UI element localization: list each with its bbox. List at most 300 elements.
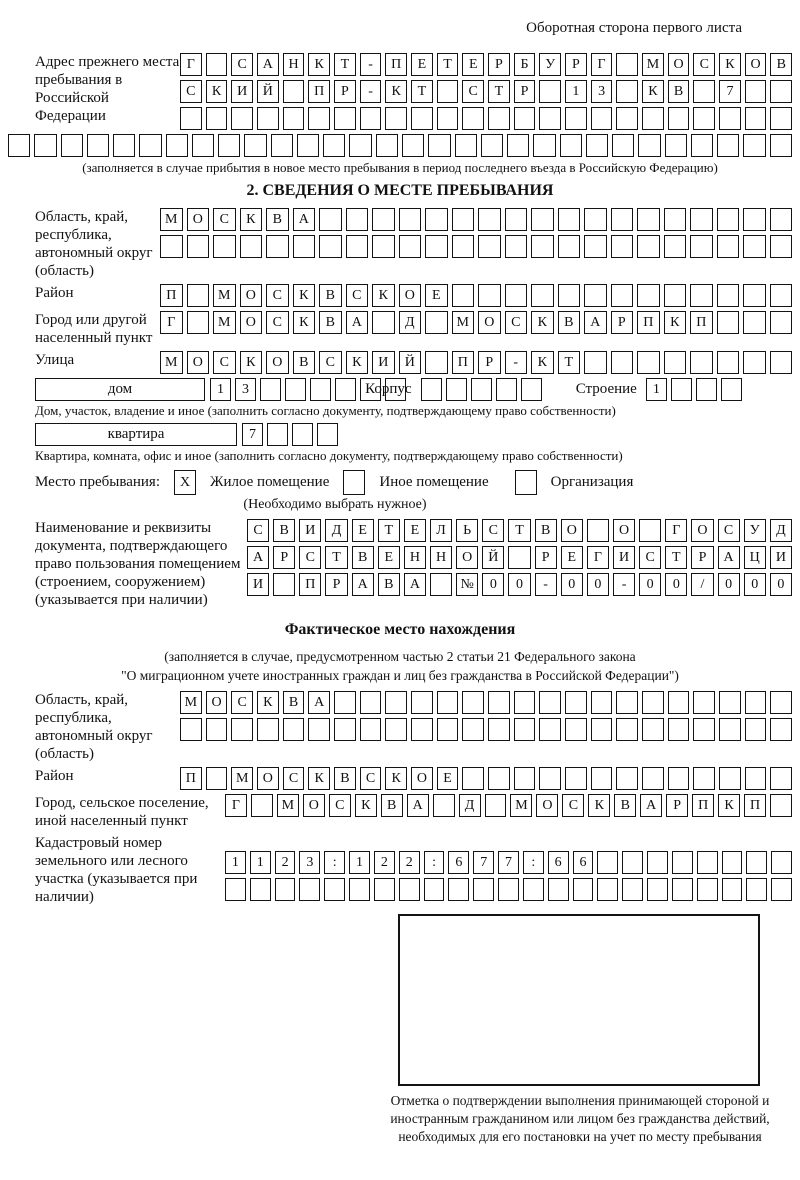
char-cell[interactable] [770,235,793,258]
char-cell[interactable] [696,378,717,401]
char-cell[interactable] [437,80,459,103]
char-cell[interactable] [743,134,765,157]
char-cell[interactable]: Г [225,794,247,817]
char-cell[interactable] [664,351,687,374]
char-cell[interactable] [586,134,608,157]
char-cell[interactable] [770,691,792,714]
char-cell[interactable] [771,851,792,874]
char-cell[interactable] [584,235,607,258]
char-cell[interactable] [647,878,668,901]
char-cell[interactable] [743,235,766,258]
char-cell[interactable] [565,107,587,130]
char-cell[interactable] [611,235,634,258]
char-cell[interactable] [334,718,356,741]
char-cell[interactable]: К [293,284,316,307]
char-cell[interactable] [697,878,718,901]
char-cell[interactable] [573,878,594,901]
char-cell[interactable] [323,134,345,157]
char-cell[interactable]: М [277,794,299,817]
char-cell[interactable] [637,351,660,374]
char-cell[interactable] [250,878,271,901]
char-cell[interactable]: О [613,519,635,542]
char-cell[interactable] [565,691,587,714]
char-cell[interactable]: К [664,311,687,334]
char-cell[interactable] [283,718,305,741]
char-cell[interactable] [690,284,713,307]
char-cell[interactable] [399,878,420,901]
char-cell[interactable] [271,134,293,157]
char-cell[interactable] [770,80,792,103]
char-cell[interactable]: К [719,53,741,76]
char-cell[interactable]: М [160,208,183,231]
char-cell[interactable]: О [266,351,289,374]
char-cell[interactable] [455,134,477,157]
char-cell[interactable] [746,878,767,901]
char-cell[interactable] [697,851,718,874]
char-cell[interactable] [584,208,607,231]
char-cell[interactable] [206,767,228,790]
char-cell[interactable] [770,311,793,334]
char-cell[interactable] [385,691,407,714]
char-cell[interactable]: В [283,691,305,714]
char-cell[interactable] [317,423,338,446]
char-cell[interactable] [591,691,613,714]
char-cell[interactable] [691,134,713,157]
char-cell[interactable] [257,718,279,741]
char-cell[interactable]: О [456,546,478,569]
char-cell[interactable]: Ц [744,546,766,569]
stay-option-other-checkbox[interactable] [343,470,365,495]
char-cell[interactable]: Р [535,546,557,569]
char-cell[interactable]: О [240,311,263,334]
char-cell[interactable] [668,718,690,741]
char-cell[interactable] [360,691,382,714]
char-cell[interactable] [180,718,202,741]
char-cell[interactable] [622,878,643,901]
char-cell[interactable]: А [247,546,269,569]
char-cell[interactable] [558,235,581,258]
char-cell[interactable]: Г [180,53,202,76]
char-cell[interactable] [206,718,228,741]
char-cell[interactable] [273,573,295,596]
char-cell[interactable] [597,878,618,901]
char-cell[interactable] [399,235,422,258]
char-cell[interactable]: Р [666,794,688,817]
char-cell[interactable]: М [642,53,664,76]
char-cell[interactable]: М [180,691,202,714]
char-cell[interactable] [471,378,492,401]
char-cell[interactable] [206,53,228,76]
char-cell[interactable]: О [668,53,690,76]
char-cell[interactable]: 3 [235,378,256,401]
char-cell[interactable]: 1 [565,80,587,103]
char-cell[interactable] [430,573,452,596]
char-cell[interactable] [539,691,561,714]
char-cell[interactable]: С [180,80,202,103]
char-cell[interactable]: С [266,284,289,307]
char-cell[interactable]: / [691,573,713,596]
char-cell[interactable] [505,208,528,231]
char-cell[interactable]: : [324,851,345,874]
char-cell[interactable]: К [257,691,279,714]
char-cell[interactable]: П [385,53,407,76]
char-cell[interactable] [180,107,202,130]
char-cell[interactable]: П [160,284,183,307]
char-cell[interactable] [496,378,517,401]
char-cell[interactable]: В [558,311,581,334]
char-cell[interactable] [462,691,484,714]
char-cell[interactable] [334,691,356,714]
char-cell[interactable] [616,767,638,790]
char-cell[interactable]: Т [508,519,530,542]
char-cell[interactable]: 2 [275,851,296,874]
char-cell[interactable]: Н [404,546,426,569]
char-cell[interactable]: Г [587,546,609,569]
char-cell[interactable] [693,691,715,714]
char-cell[interactable] [565,767,587,790]
char-cell[interactable]: С [299,546,321,569]
char-cell[interactable] [743,351,766,374]
char-cell[interactable] [308,107,330,130]
char-cell[interactable] [411,107,433,130]
char-cell[interactable]: В [535,519,557,542]
char-cell[interactable] [360,107,382,130]
char-cell[interactable] [283,107,305,130]
char-cell[interactable]: М [452,311,475,334]
char-cell[interactable]: Е [411,53,433,76]
char-cell[interactable]: 0 [508,573,530,596]
char-cell[interactable] [770,767,792,790]
char-cell[interactable]: О [240,284,263,307]
char-cell[interactable] [192,134,214,157]
char-cell[interactable] [478,235,501,258]
char-cell[interactable] [425,311,448,334]
char-cell[interactable] [292,423,313,446]
char-cell[interactable]: В [378,573,400,596]
char-cell[interactable]: К [531,311,554,334]
char-cell[interactable] [722,878,743,901]
char-cell[interactable] [690,235,713,258]
char-cell[interactable]: Д [325,519,347,542]
char-cell[interactable] [668,691,690,714]
char-cell[interactable] [8,134,30,157]
char-cell[interactable] [372,235,395,258]
char-cell[interactable] [672,878,693,901]
char-cell[interactable] [372,311,395,334]
char-cell[interactable] [508,546,530,569]
char-cell[interactable]: С [505,311,528,334]
char-cell[interactable] [488,107,510,130]
char-cell[interactable] [514,767,536,790]
char-cell[interactable] [225,878,246,901]
char-cell[interactable]: К [240,208,263,231]
char-cell[interactable] [584,284,607,307]
char-cell[interactable] [717,311,740,334]
char-cell[interactable]: С [329,794,351,817]
char-cell[interactable] [437,107,459,130]
char-cell[interactable]: О [411,767,433,790]
char-cell[interactable] [771,878,792,901]
char-cell[interactable]: Т [378,519,400,542]
char-cell[interactable] [539,107,561,130]
char-cell[interactable] [425,235,448,258]
char-cell[interactable]: Д [459,794,481,817]
char-cell[interactable]: - [360,53,382,76]
char-cell[interactable]: В [319,284,342,307]
char-cell[interactable] [297,134,319,157]
char-cell[interactable] [488,691,510,714]
char-cell[interactable]: О [745,53,767,76]
char-cell[interactable] [616,107,638,130]
char-cell[interactable] [664,284,687,307]
char-cell[interactable]: Д [770,519,792,542]
char-cell[interactable]: В [273,519,295,542]
char-cell[interactable] [452,235,475,258]
char-cell[interactable]: - [535,573,557,596]
char-cell[interactable] [591,767,613,790]
char-cell[interactable]: И [372,351,395,374]
char-cell[interactable]: П [690,311,713,334]
char-cell[interactable]: К [355,794,377,817]
char-cell[interactable] [693,80,715,103]
char-cell[interactable] [514,718,536,741]
char-cell[interactable] [319,208,342,231]
char-cell[interactable] [283,80,305,103]
char-cell[interactable] [531,284,554,307]
char-cell[interactable] [231,718,253,741]
char-cell[interactable] [425,351,448,374]
char-cell[interactable] [717,284,740,307]
char-cell[interactable]: Н [430,546,452,569]
char-cell[interactable] [639,519,661,542]
char-cell[interactable]: В [668,80,690,103]
char-cell[interactable]: К [346,351,369,374]
char-cell[interactable] [308,718,330,741]
char-cell[interactable] [399,208,422,231]
char-cell[interactable] [637,284,660,307]
char-cell[interactable]: И [231,80,253,103]
char-cell[interactable] [523,878,544,901]
char-cell[interactable]: К [531,351,554,374]
char-cell[interactable] [719,691,741,714]
char-cell[interactable] [299,878,320,901]
char-cell[interactable]: П [637,311,660,334]
char-cell[interactable] [671,378,692,401]
char-cell[interactable] [213,235,236,258]
char-cell[interactable]: Е [462,53,484,76]
char-cell[interactable] [616,80,638,103]
char-cell[interactable] [446,378,467,401]
char-cell[interactable] [507,134,529,157]
char-cell[interactable] [539,80,561,103]
char-cell[interactable] [743,311,766,334]
char-cell[interactable]: К [372,284,395,307]
char-cell[interactable] [693,767,715,790]
char-cell[interactable] [402,134,424,157]
char-cell[interactable] [584,351,607,374]
char-cell[interactable] [665,134,687,157]
char-cell[interactable] [533,134,555,157]
char-cell[interactable] [113,134,135,157]
char-cell[interactable] [61,134,83,157]
char-cell[interactable]: П [299,573,321,596]
char-cell[interactable] [452,284,475,307]
char-cell[interactable] [505,235,528,258]
char-cell[interactable]: 0 [639,573,661,596]
char-cell[interactable] [310,378,331,401]
char-cell[interactable] [668,107,690,130]
char-cell[interactable]: 6 [448,851,469,874]
char-cell[interactable] [722,851,743,874]
char-cell[interactable]: П [452,351,475,374]
char-cell[interactable] [539,767,561,790]
char-cell[interactable]: А [404,573,426,596]
char-cell[interactable] [462,107,484,130]
char-cell[interactable]: С [693,53,715,76]
char-cell[interactable]: В [352,546,374,569]
char-cell[interactable]: А [346,311,369,334]
char-cell[interactable] [498,878,519,901]
char-cell[interactable] [206,107,228,130]
char-cell[interactable] [770,107,792,130]
char-cell[interactable] [425,208,448,231]
char-cell[interactable]: Г [160,311,183,334]
char-cell[interactable]: С [346,284,369,307]
char-cell[interactable] [293,235,316,258]
char-cell[interactable]: В [319,311,342,334]
char-cell[interactable] [187,235,210,258]
char-cell[interactable]: К [718,794,740,817]
char-cell[interactable]: О [187,208,210,231]
char-cell[interactable] [462,767,484,790]
char-cell[interactable] [34,134,56,157]
char-cell[interactable]: Р [334,80,356,103]
char-cell[interactable]: А [257,53,279,76]
char-cell[interactable]: 1 [250,851,271,874]
char-cell[interactable] [612,134,634,157]
char-cell[interactable]: Т [334,53,356,76]
char-cell[interactable]: Р [325,573,347,596]
char-cell[interactable] [267,423,288,446]
char-cell[interactable]: Г [665,519,687,542]
char-cell[interactable] [560,134,582,157]
char-cell[interactable]: С [213,208,236,231]
char-cell[interactable] [642,107,664,130]
char-cell[interactable]: К [642,80,664,103]
char-cell[interactable]: П [308,80,330,103]
char-cell[interactable] [478,208,501,231]
char-cell[interactable] [770,284,793,307]
char-cell[interactable]: 3 [591,80,613,103]
char-cell[interactable]: И [770,546,792,569]
char-cell[interactable]: Т [325,546,347,569]
char-cell[interactable] [719,107,741,130]
char-cell[interactable] [360,718,382,741]
char-cell[interactable]: В [334,767,356,790]
char-cell[interactable]: 2 [374,851,395,874]
char-cell[interactable]: С [231,53,253,76]
char-cell[interactable]: 6 [548,851,569,874]
char-cell[interactable]: К [308,53,330,76]
char-cell[interactable] [346,208,369,231]
char-cell[interactable]: К [240,351,263,374]
char-cell[interactable] [372,208,395,231]
char-cell[interactable] [690,351,713,374]
char-cell[interactable]: 3 [299,851,320,874]
char-cell[interactable]: Р [514,80,536,103]
char-cell[interactable]: С [266,311,289,334]
char-cell[interactable] [421,378,442,401]
char-cell[interactable]: Й [482,546,504,569]
char-cell[interactable] [745,691,767,714]
char-cell[interactable] [448,878,469,901]
char-cell[interactable]: 1 [646,378,667,401]
char-cell[interactable]: Е [378,546,400,569]
char-cell[interactable] [719,767,741,790]
char-cell[interactable]: С [562,794,584,817]
char-cell[interactable] [693,718,715,741]
char-cell[interactable]: С [360,767,382,790]
char-cell[interactable] [770,134,792,157]
char-cell[interactable] [591,107,613,130]
char-cell[interactable]: 1 [349,851,370,874]
char-cell[interactable] [611,351,634,374]
char-cell[interactable] [597,851,618,874]
char-cell[interactable]: Й [257,80,279,103]
char-cell[interactable]: С [462,80,484,103]
char-cell[interactable]: 1 [210,378,231,401]
char-cell[interactable]: К [588,794,610,817]
char-cell[interactable] [319,235,342,258]
char-cell[interactable] [745,767,767,790]
char-cell[interactable]: У [744,519,766,542]
char-cell[interactable] [717,134,739,157]
char-cell[interactable] [770,208,793,231]
char-cell[interactable]: В [293,351,316,374]
char-cell[interactable] [770,718,792,741]
char-cell[interactable]: М [213,284,236,307]
char-cell[interactable] [374,878,395,901]
char-cell[interactable]: 1 [225,851,246,874]
char-cell[interactable]: Т [665,546,687,569]
char-cell[interactable] [587,519,609,542]
char-cell[interactable] [637,208,660,231]
char-cell[interactable] [719,718,741,741]
char-cell[interactable]: Г [591,53,613,76]
char-cell[interactable] [616,53,638,76]
char-cell[interactable]: 2 [399,851,420,874]
char-cell[interactable]: П [180,767,202,790]
char-cell[interactable] [505,284,528,307]
char-cell[interactable] [745,718,767,741]
char-cell[interactable] [411,691,433,714]
char-cell[interactable] [433,794,455,817]
char-cell[interactable] [478,284,501,307]
char-cell[interactable] [664,235,687,258]
char-cell[interactable] [349,878,370,901]
char-cell[interactable]: Е [437,767,459,790]
char-cell[interactable]: П [692,794,714,817]
char-cell[interactable] [452,208,475,231]
char-cell[interactable]: С [482,519,504,542]
char-cell[interactable]: 7 [242,423,263,446]
char-cell[interactable] [642,718,664,741]
char-cell[interactable]: В [614,794,636,817]
char-cell[interactable] [717,351,740,374]
char-cell[interactable] [591,718,613,741]
char-cell[interactable]: Т [488,80,510,103]
stay-option-residential-checkbox[interactable]: X [174,470,196,495]
